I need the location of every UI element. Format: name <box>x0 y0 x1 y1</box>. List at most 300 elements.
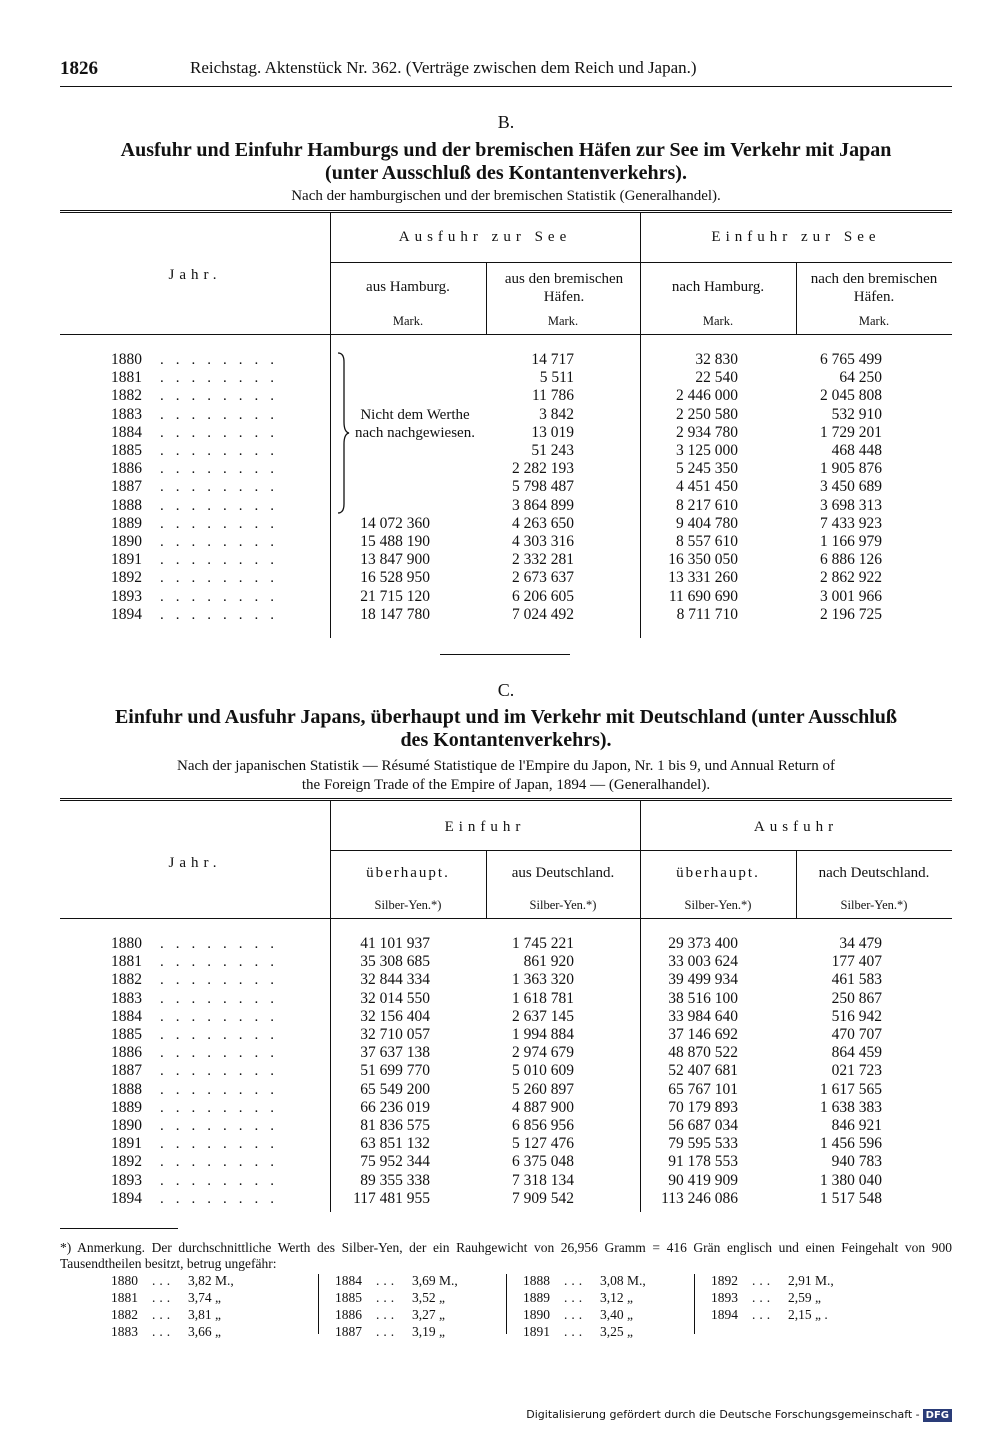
value-cell: 51 699 770 <box>360 1062 430 1080</box>
value-cell: 63 851 132 <box>360 1135 430 1153</box>
value-cell: 7 909 542 <box>512 1189 574 1207</box>
unit-label: Mark. <box>702 314 734 328</box>
table-c <box>60 798 952 1216</box>
average-entry <box>324 1323 482 1340</box>
table-row <box>60 478 952 496</box>
page-number: 1826 <box>60 58 98 79</box>
average-year: 1881 <box>111 1290 138 1305</box>
col-header-nach-bremen: nach den bremischen Häfen. <box>810 271 938 305</box>
average-entry <box>512 1323 670 1340</box>
value-cell: 113 246 086 <box>661 1189 738 1207</box>
leader-dots: ........ <box>160 424 286 441</box>
average-year: 1893 <box>711 1290 738 1305</box>
value-cell: 65 549 200 <box>360 1080 430 1098</box>
value-cell: 1 617 565 <box>820 1080 882 1098</box>
value-cell: 11 690 690 <box>668 587 738 605</box>
year-cell: 1882 <box>111 387 142 405</box>
average-entry <box>324 1289 482 1306</box>
digitization-footer <box>526 1408 952 1422</box>
value-cell: 33 003 624 <box>668 953 738 971</box>
value-cell: 37 146 692 <box>668 1026 738 1043</box>
average-value: 3,81 „ <box>188 1307 221 1322</box>
average-year: 1889 <box>523 1290 550 1305</box>
value-cell: 3 698 313 <box>820 496 882 514</box>
leader-dots: ... <box>375 1273 399 1288</box>
value-cell: 2 862 922 <box>820 569 882 587</box>
leader-dots: ........ <box>160 1136 286 1153</box>
year-cell: 1892 <box>111 1153 142 1171</box>
leader-dots: ... <box>375 1324 399 1339</box>
column-divider <box>694 1274 695 1334</box>
value-cell: 6 206 605 <box>512 587 574 605</box>
value-cell: 41 101 937 <box>360 935 430 952</box>
value-cell: 2 934 780 <box>676 423 738 441</box>
value-cell: 940 783 <box>831 1153 882 1171</box>
year-cell: 1884 <box>111 423 142 441</box>
average-entry <box>700 1289 858 1306</box>
leader-dots: ........ <box>160 352 286 368</box>
year-cell: 1881 <box>111 369 142 387</box>
value-cell: 5 511 <box>539 369 574 387</box>
value-cell: 5 245 350 <box>676 460 738 478</box>
table-row <box>60 953 952 971</box>
table-c-group-rule <box>330 850 952 851</box>
value-cell: 1 363 320 <box>512 971 574 989</box>
year-cell: 1892 <box>111 569 142 587</box>
table-row <box>60 1099 952 1117</box>
value-cell: 3 842 <box>539 405 574 423</box>
average-entry <box>100 1272 258 1289</box>
value-cell: 2 974 679 <box>512 1044 574 1062</box>
value-cell: 15 488 190 <box>360 533 430 550</box>
average-year: 1880 <box>111 1273 138 1288</box>
value-cell: 1 380 040 <box>820 1171 882 1189</box>
group-header-ausfuhr: Ausfuhr <box>753 819 839 835</box>
value-cell: 021 723 <box>831 1062 882 1080</box>
table-row <box>60 424 952 442</box>
value-cell: 6 856 956 <box>512 1117 574 1134</box>
value-cell: 9 404 780 <box>676 514 738 532</box>
unit-label: Mark. <box>547 314 579 328</box>
average-value: 2,59 „ <box>788 1290 821 1305</box>
leader-dots: ... <box>563 1273 587 1288</box>
value-cell: 1 638 383 <box>820 1098 882 1116</box>
value-cell: 250 867 <box>831 989 882 1007</box>
table-row <box>60 460 952 478</box>
leader-dots: ........ <box>160 443 286 459</box>
year-cell: 1887 <box>111 478 142 496</box>
value-cell: 7 433 923 <box>820 514 882 532</box>
value-cell: 1 745 221 <box>512 935 574 952</box>
section-b-title-line1: Ausfuhr und Einfuhr Hamburgs und der bremischen Häfen zur See im Verkehr mit Japan <box>120 139 892 161</box>
value-cell: 32 844 334 <box>360 971 430 989</box>
table-row <box>60 1008 952 1026</box>
year-cell: 1886 <box>111 1044 142 1062</box>
value-cell: 461 583 <box>831 971 882 989</box>
average-value: 3,08 M., <box>600 1273 646 1288</box>
col-header-nach-hamburg: nach Hamburg. <box>671 279 765 295</box>
leader-dots: ... <box>563 1307 587 1322</box>
average-year: 1887 <box>335 1324 362 1339</box>
value-cell: 7 318 134 <box>512 1171 574 1189</box>
value-cell: 52 407 681 <box>668 1062 738 1080</box>
value-cell: 14 717 <box>531 351 574 368</box>
table-b-group-rule <box>330 262 952 263</box>
table-c-header-rule <box>60 918 952 919</box>
leader-dots: ........ <box>160 1081 286 1098</box>
leader-dots: ... <box>751 1307 775 1322</box>
value-cell: 65 767 101 <box>668 1080 738 1098</box>
unit-label: Mark. <box>858 314 890 328</box>
value-cell: 33 984 640 <box>668 1007 738 1025</box>
group-header-einfuhr: Einfuhr zur See <box>711 229 881 245</box>
leader-dots: ... <box>375 1290 399 1305</box>
value-cell: 51 243 <box>531 442 574 459</box>
table-c-top-rule <box>60 798 952 801</box>
average-year: 1892 <box>711 1273 738 1288</box>
table-row <box>60 1153 952 1171</box>
table-row <box>60 588 952 606</box>
value-cell: 32 156 404 <box>360 1007 430 1025</box>
value-cell: 8 557 610 <box>676 533 738 550</box>
value-cell: 89 355 338 <box>360 1171 430 1189</box>
header-rule <box>60 86 952 87</box>
leader-dots: ... <box>563 1290 587 1305</box>
value-cell: 6 375 048 <box>512 1153 574 1171</box>
value-cell: 4 303 316 <box>512 533 574 550</box>
value-cell: 91 178 553 <box>668 1153 738 1171</box>
leader-dots: ... <box>563 1324 587 1339</box>
table-row <box>60 406 952 424</box>
table-row <box>60 1135 952 1153</box>
value-cell: 56 687 034 <box>668 1117 738 1134</box>
year-cell: 1893 <box>111 587 142 605</box>
value-cell: 3 125 000 <box>676 442 738 459</box>
value-cell: 32 830 <box>695 351 738 368</box>
table-row <box>60 387 952 405</box>
year-cell: 1882 <box>111 971 142 989</box>
value-cell: 864 459 <box>831 1044 882 1062</box>
value-cell: 5 127 476 <box>512 1135 574 1153</box>
table-row <box>60 442 952 460</box>
year-cell: 1881 <box>111 953 142 971</box>
year-header: Jahr. <box>168 855 222 871</box>
value-cell: 3 864 899 <box>512 496 574 514</box>
unit-label: Silber-Yen.*) <box>529 898 597 912</box>
value-cell: 4 263 650 <box>512 514 574 532</box>
footnote-rule <box>60 1228 178 1229</box>
leader-dots: ........ <box>160 990 286 1007</box>
value-cell: 79 595 533 <box>668 1135 738 1153</box>
average-entry <box>512 1289 670 1306</box>
value-cell: 32 014 550 <box>360 989 430 1007</box>
table-row <box>60 606 952 624</box>
leader-dots: ........ <box>160 370 286 387</box>
value-cell: 75 952 344 <box>360 1153 430 1171</box>
year-cell: 1885 <box>111 442 142 459</box>
average-value: 3,66 „ <box>188 1324 221 1339</box>
year-header: Jahr. <box>168 267 222 283</box>
leader-dots: ........ <box>160 954 286 971</box>
section-c-subtitle-line2: the Foreign Trade of the Empire of Japan, 1894 — (Generalhandel). <box>301 777 711 793</box>
table-row <box>60 990 952 1008</box>
table-row <box>60 1172 952 1190</box>
table-row <box>60 1190 952 1208</box>
leader-dots: ........ <box>160 1190 286 1207</box>
leader-dots: ... <box>151 1307 175 1322</box>
value-cell: 7 024 492 <box>512 605 574 623</box>
value-cell: 8 217 610 <box>676 496 738 514</box>
leader-dots: ........ <box>160 1099 286 1116</box>
year-cell: 1883 <box>111 405 142 423</box>
footnote-text: *) Anmerkung. Der durchschnittliche Werth des Silber-Yen, der ein Rauhgewicht von 26,956 Gramm = 416 Grän englisch und einen Feingehalt von 900 Tausendtheilen besitzt, betrug ungefähr: <box>60 1240 952 1271</box>
value-cell: 2 196 725 <box>820 605 882 623</box>
average-value: 3,52 „ <box>412 1290 445 1305</box>
value-cell: 34 479 <box>839 935 882 952</box>
year-cell: 1889 <box>111 514 142 532</box>
group-header-ausfuhr: Ausfuhr zur See <box>398 229 572 245</box>
value-cell: 2 332 281 <box>512 551 574 569</box>
leader-dots: ........ <box>160 552 286 569</box>
average-entry <box>100 1323 258 1340</box>
value-cell: 5 010 609 <box>512 1062 574 1080</box>
value-cell: 64 250 <box>839 369 882 387</box>
section-b-subtitle: Nach der hamburgischen und der bremischen Statistik (Generalhandel). <box>291 188 721 204</box>
value-cell: 14 072 360 <box>360 514 430 532</box>
table-row <box>60 1062 952 1080</box>
average-year: 1894 <box>711 1307 738 1322</box>
col-header-ausfuhr-total: überhaupt. <box>676 865 760 881</box>
average-value: 3,40 „ <box>600 1307 633 1322</box>
column-divider <box>318 1274 319 1334</box>
leader-dots: ........ <box>160 388 286 405</box>
value-cell: 32 710 057 <box>360 1026 430 1043</box>
table-row <box>60 1026 952 1044</box>
average-value: 3,27 „ <box>412 1307 445 1322</box>
average-year: 1886 <box>335 1307 362 1322</box>
value-cell: 1 517 548 <box>820 1189 882 1207</box>
leader-dots: ........ <box>160 1027 286 1043</box>
table-b-header-rule <box>60 334 952 335</box>
average-year: 1883 <box>111 1324 138 1339</box>
running-title: Reichstag. Aktenstück Nr. 362. (Verträge zwischen dem Reich und Japan.) <box>190 58 697 77</box>
value-cell: 5 798 487 <box>512 478 574 496</box>
value-cell: 1 456 596 <box>820 1135 882 1153</box>
average-year: 1890 <box>523 1307 550 1322</box>
year-cell: 1894 <box>111 1189 142 1207</box>
leader-dots: ... <box>751 1290 775 1305</box>
table-row <box>60 369 952 387</box>
value-cell: 13 331 260 <box>668 569 738 587</box>
average-value: 3,69 M., <box>412 1273 458 1288</box>
leader-dots: ........ <box>160 479 286 496</box>
average-year: 1888 <box>523 1273 550 1288</box>
leader-dots: ... <box>375 1307 399 1322</box>
value-cell: 90 419 909 <box>668 1171 738 1189</box>
value-cell: 81 836 575 <box>360 1117 430 1134</box>
year-cell: 1893 <box>111 1171 142 1189</box>
unit-label: Silber-Yen.*) <box>684 898 752 912</box>
section-b-title-line2: (unter Ausschluß des Kontantenverkehrs). <box>325 162 687 184</box>
year-cell: 1885 <box>111 1026 142 1043</box>
table-row <box>60 551 952 569</box>
average-year: 1882 <box>111 1307 138 1322</box>
value-cell: 532 910 <box>831 405 882 423</box>
leader-dots: ........ <box>160 570 286 587</box>
section-divider <box>440 654 570 655</box>
value-cell: 6 886 126 <box>820 551 882 569</box>
value-cell: 2 446 000 <box>676 387 738 405</box>
value-cell: 1 166 979 <box>820 533 882 550</box>
value-cell: 846 921 <box>831 1117 882 1134</box>
average-value: 3,74 „ <box>188 1290 221 1305</box>
leader-dots: ........ <box>160 972 286 989</box>
brace-note: Nicht dem Werthe nach nachgewiesen. <box>355 407 475 441</box>
average-year: 1891 <box>523 1324 550 1339</box>
footer-text: Digitalisierung gefördert durch die Deutsche Forschungsgemeinschaft - <box>526 1408 920 1421</box>
leader-dots: ........ <box>160 606 286 623</box>
col-header-nach-deutschland: nach Deutschland. <box>818 865 930 881</box>
value-cell: 117 481 955 <box>353 1189 430 1207</box>
section-c-subtitle-line1: Nach der japanischen Statistik — Résumé Statistique de l'Empire du Japon, Nr. 1 bis 9, und Annual Return of <box>176 758 835 774</box>
value-cell: 2 045 808 <box>820 387 882 405</box>
value-cell: 3 450 689 <box>820 478 882 496</box>
running-header <box>60 58 952 82</box>
year-cell: 1890 <box>111 533 142 550</box>
average-entry <box>324 1272 482 1289</box>
value-cell: 1 618 781 <box>512 989 574 1007</box>
value-cell: 4 887 900 <box>512 1098 574 1116</box>
year-cell: 1880 <box>111 935 142 952</box>
year-cell: 1884 <box>111 1007 142 1025</box>
average-value: 3,19 „ <box>412 1324 445 1339</box>
dfg-logo: DFG <box>923 1409 952 1422</box>
value-cell: 6 765 499 <box>820 351 882 368</box>
col-header-aus-bremen: aus den bremischen Häfen. <box>504 271 624 305</box>
section-c-title-line2: des Kontantenverkehrs). <box>400 729 612 751</box>
value-cell: 48 870 522 <box>668 1044 738 1062</box>
value-cell: 39 499 934 <box>668 971 738 989</box>
table-row <box>60 497 952 515</box>
average-year: 1885 <box>335 1290 362 1305</box>
value-cell: 13 847 900 <box>360 551 430 569</box>
col-header-aus-deutschland: aus Deutschland. <box>511 865 615 881</box>
col-header-aus-hamburg: aus Hamburg. <box>366 279 450 295</box>
table-b <box>60 210 952 638</box>
value-cell: 38 516 100 <box>668 989 738 1007</box>
value-cell: 35 308 685 <box>360 953 430 971</box>
year-cell: 1889 <box>111 1098 142 1116</box>
leader-dots: ........ <box>160 1118 286 1134</box>
year-cell: 1894 <box>111 605 142 623</box>
value-cell: 3 001 966 <box>820 587 882 605</box>
value-cell: 177 407 <box>831 953 882 971</box>
value-cell: 468 448 <box>831 442 882 459</box>
leader-dots: ........ <box>160 1172 286 1189</box>
table-row <box>60 533 952 551</box>
table-row <box>60 1044 952 1062</box>
value-cell: 5 260 897 <box>512 1080 574 1098</box>
value-cell: 13 019 <box>531 423 574 441</box>
value-cell: 29 373 400 <box>668 935 738 952</box>
table-row <box>60 569 952 587</box>
leader-dots: ... <box>751 1273 775 1288</box>
leader-dots: ........ <box>160 461 286 478</box>
leader-dots: ........ <box>160 1008 286 1025</box>
leader-dots: ........ <box>160 588 286 605</box>
value-cell: 8 711 710 <box>676 605 738 623</box>
value-cell: 18 147 780 <box>360 605 430 623</box>
unit-label: Mark. <box>392 314 424 328</box>
value-cell: 2 282 193 <box>512 460 574 478</box>
table-row <box>60 515 952 533</box>
value-cell: 22 540 <box>695 369 738 387</box>
year-cell: 1886 <box>111 460 142 478</box>
section-c-letter: C. <box>497 680 515 700</box>
leader-dots: ... <box>151 1290 175 1305</box>
unit-label: Silber-Yen.*) <box>840 898 908 912</box>
leader-dots: ........ <box>160 1154 286 1171</box>
leader-dots: ........ <box>160 515 286 532</box>
value-cell: 2 250 580 <box>676 405 738 423</box>
value-cell: 37 637 138 <box>360 1044 430 1062</box>
value-cell: 516 942 <box>831 1007 882 1025</box>
average-value: 2,91 M., <box>788 1273 834 1288</box>
year-cell: 1888 <box>111 496 142 514</box>
value-cell: 861 920 <box>523 953 574 971</box>
average-entry <box>700 1306 858 1323</box>
year-cell: 1891 <box>111 551 142 569</box>
leader-dots: ... <box>151 1273 175 1288</box>
value-cell: 470 707 <box>831 1026 882 1043</box>
table-row <box>60 351 952 369</box>
value-cell: 11 786 <box>531 387 574 405</box>
average-year: 1884 <box>335 1273 362 1288</box>
section-b-letter: B. <box>497 112 515 132</box>
value-cell: 2 673 637 <box>512 569 574 587</box>
average-entry <box>324 1306 482 1323</box>
year-cell: 1888 <box>111 1080 142 1098</box>
value-cell: 21 715 120 <box>360 587 430 605</box>
leader-dots: ........ <box>160 1045 286 1062</box>
average-value: 3,82 M., <box>188 1273 234 1288</box>
group-header-einfuhr: Einfuhr <box>444 819 526 835</box>
leader-dots: ........ <box>160 497 286 514</box>
value-cell: 4 451 450 <box>676 478 738 496</box>
average-entry <box>700 1272 858 1289</box>
value-cell: 1 994 884 <box>512 1026 574 1043</box>
value-cell: 16 528 950 <box>360 569 430 587</box>
leader-dots: ........ <box>160 1063 286 1080</box>
average-value: 2,15 „ . <box>788 1307 828 1322</box>
average-entry <box>512 1272 670 1289</box>
average-value: 3,12 „ <box>600 1290 633 1305</box>
average-entry <box>100 1306 258 1323</box>
value-cell: 70 179 893 <box>668 1098 738 1116</box>
table-row <box>60 971 952 989</box>
section-c-title-line1: Einfuhr und Ausfuhr Japans, überhaupt und im Verkehr mit Deutschland (unter Ausschluß <box>114 706 898 728</box>
value-cell: 1 905 876 <box>820 460 882 478</box>
value-cell: 66 236 019 <box>360 1098 430 1116</box>
leader-dots: ........ <box>160 534 286 550</box>
value-cell: 2 637 145 <box>512 1007 574 1025</box>
unit-label: Silber-Yen.*) <box>374 898 442 912</box>
value-cell: 1 729 201 <box>820 423 882 441</box>
column-divider <box>506 1274 507 1334</box>
table-row <box>60 1117 952 1135</box>
table-row <box>60 1081 952 1099</box>
average-entry <box>100 1289 258 1306</box>
